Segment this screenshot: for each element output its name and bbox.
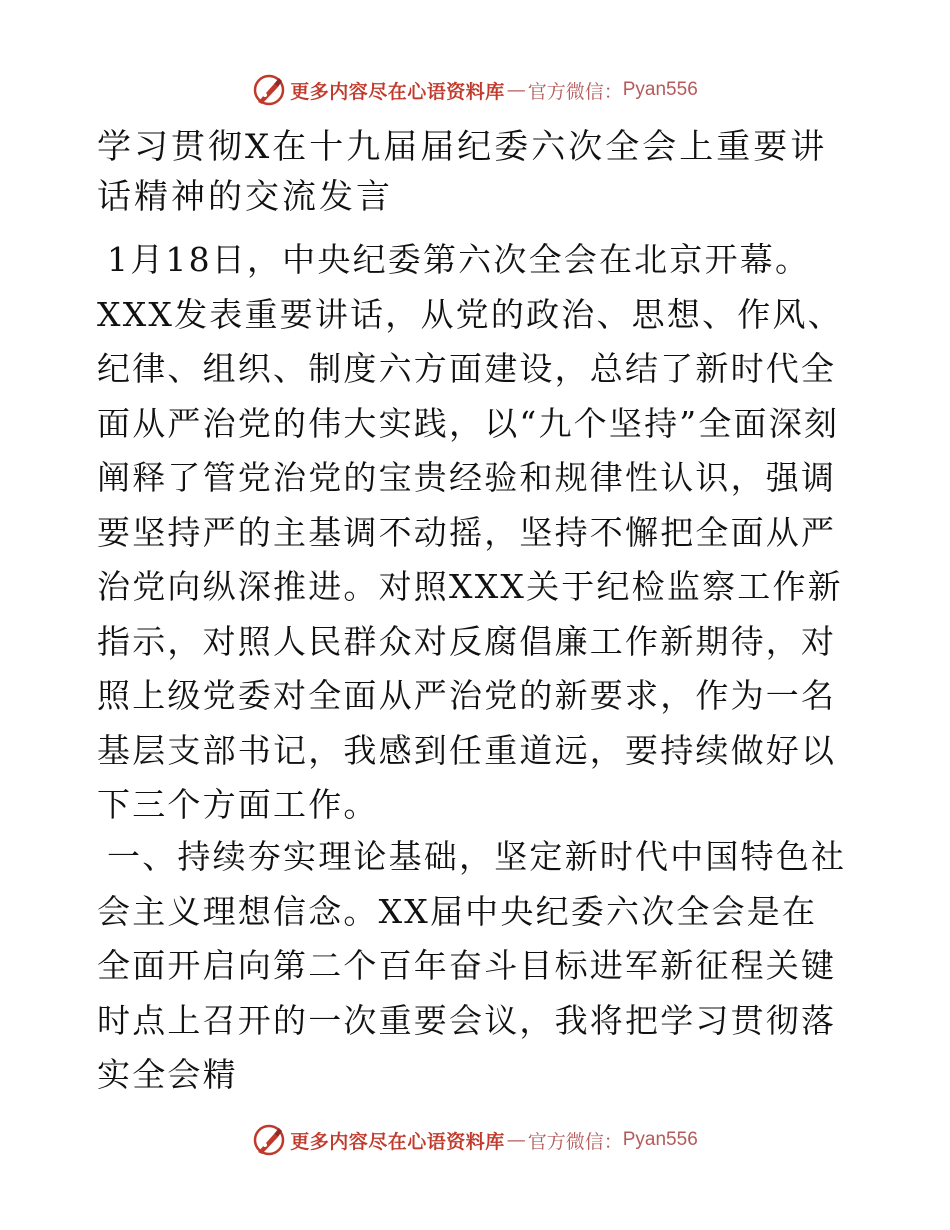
watermark-wechat-label: 官方微信： — [527, 1130, 623, 1153]
watermark-lead-text: 更多内容尽在心语资料库 — [290, 80, 505, 103]
watermark-wechat-handle: Pyan556 — [622, 79, 698, 100]
watermark-separator: — — [506, 79, 526, 101]
watermark-wechat-handle: Pyan556 — [622, 1129, 698, 1150]
body-paragraph-intro: 1月18日，中央纪委第六次全会在北京开幕。XXX发表重要讲话，从党的政治、思想、作风、纪律、组织、制度六方面建设，总结了新时代全面从严治党的伟大实践，以“九个坚持”全面深刻阐释了管党治党的宝贵经验和规律性认识，强调要坚持严的主基调不动摇，坚持不懈把全面从严治党向纵深推进。对照XXX关于纪检监察工作新指示，对照人民群众对反腐倡廉工作新期待，对照上级党委对全面从严治党的新要求，作为一名基层支部书记，我感到任重道远，要持续做好以下三个方面工作。 — [97, 240, 843, 824]
watermark-separator: — — [506, 1129, 526, 1151]
header-watermark-banner — [0, 68, 950, 112]
pen-logo-icon — [252, 73, 286, 107]
footer-watermark-banner — [0, 1118, 950, 1162]
watermark-wechat-label: 官方微信： — [527, 80, 623, 103]
body-paragraph-section-one: 一、持续夯实理论基础，坚定新时代中国特色社会主义理想信念。XX届中央纪委六次全会是在全面开启向第二个百年奋斗目标进军新征程关键时点上召开的一次重要会议，我将把学习贯彻落实全会精 — [97, 837, 847, 1094]
pen-logo-icon — [252, 1123, 286, 1157]
watermark-lead-text: 更多内容尽在心语资料库 — [290, 1130, 505, 1153]
document-title: 学习贯彻X在十九届届纪委六次全会上重要讲话精神的交流发言 — [97, 127, 828, 217]
